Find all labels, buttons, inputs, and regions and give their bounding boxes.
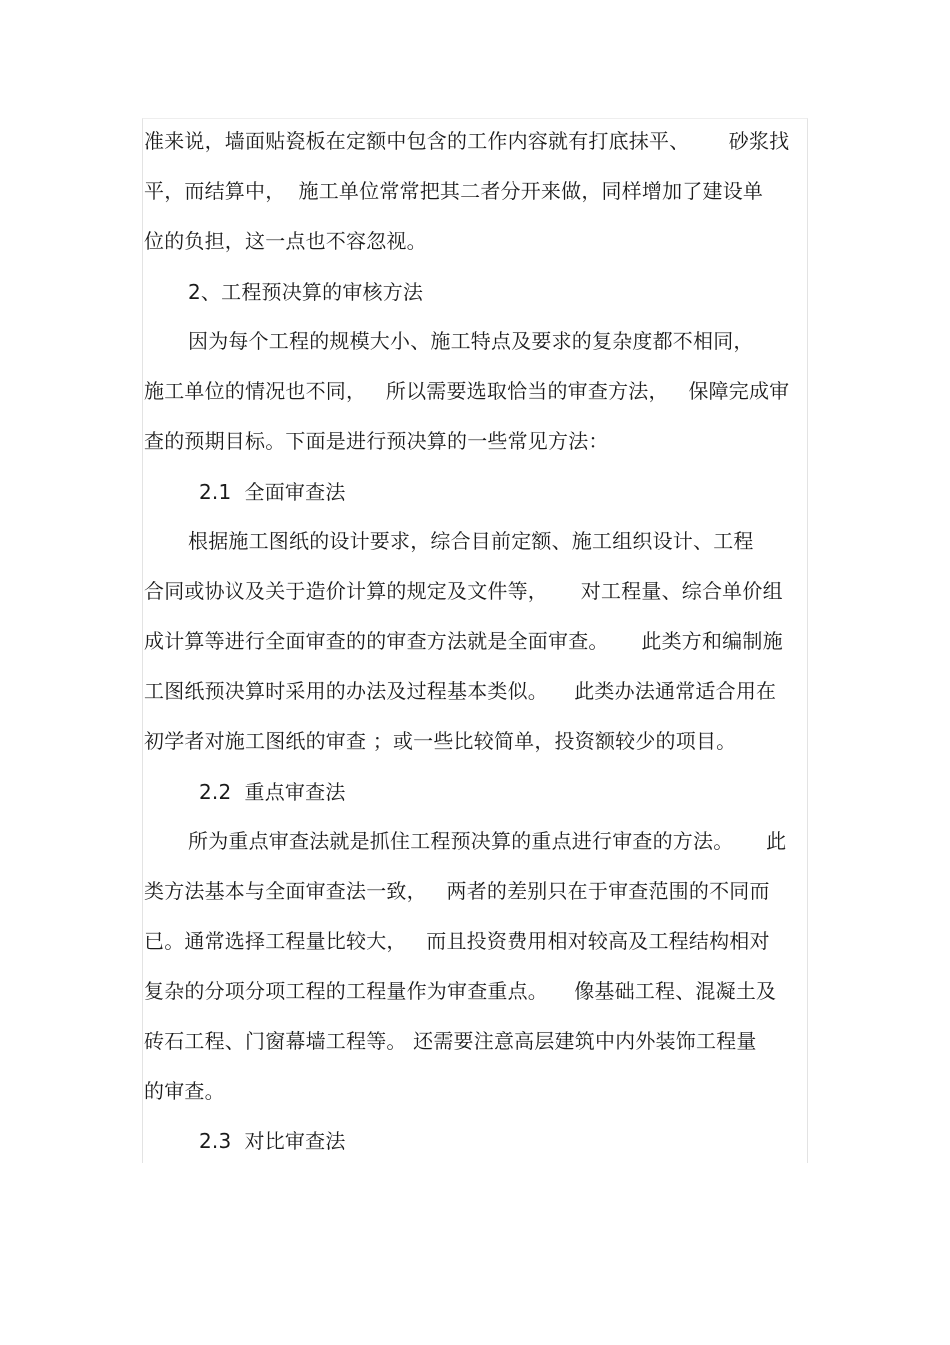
paragraph-first-line: 因为每个工程的规模大小、施工特点及要求的复杂度都不相同， — [188, 329, 754, 353]
body-text-line: 初学者对施工图纸的审查 ；或一些比较简单，投资额较少的项目。 — [144, 729, 737, 753]
body-text-line: 已。通常选择工程量比较大， 而且投资费用相对较高及工程结构相对 — [144, 929, 770, 953]
body-text-line: 类方法基本与全面审查法一致， 两者的差别只在于审查范围的不同而 — [144, 879, 770, 903]
body-text-line: 施工单位的情况也不同， 所以需要选取恰当的审查方法， 保障完成审 — [144, 379, 790, 403]
body-text-line: 复杂的分项分项工程的工程量作为审查重点。 像基础工程、混凝土及 — [144, 979, 777, 1003]
subsection-heading: 2.1 全面审查法 — [199, 480, 346, 504]
body-text-line: 合同或协议及关于造价计算的规定及文件等， 对工程量、综合单价组 — [144, 579, 783, 603]
section-heading: 2、工程预决算的审核方法 — [188, 280, 424, 304]
body-text-line: 位的负担，这一点也不容忽视。 — [144, 229, 427, 253]
body-text-line: 成计算等进行全面审查的的审查方法就是全面审查。 此类方和编制施 — [144, 629, 783, 653]
subsection-heading: 2.3 对比审查法 — [199, 1129, 346, 1153]
body-text-line: 砖石工程、门窗幕墙工程等。 还需要注意高层建筑中内外装饰工程量 — [144, 1029, 757, 1053]
body-text-line: 平，而结算中， 施工单位常常把其二者分开来做，同样增加了建设单 — [144, 179, 764, 203]
body-text-line: 的审查。 — [144, 1079, 225, 1103]
body-text-line: 准来说，墙面贴瓷板在定额中包含的工作内容就有打底抹平、 砂浆找 — [144, 129, 790, 153]
paragraph-first-line: 根据施工图纸的设计要求，综合目前定额、施工组织设计、工程 — [188, 529, 754, 553]
subsection-heading: 2.2 重点审查法 — [199, 780, 346, 804]
body-text-line: 工图纸预决算时采用的办法及过程基本类似。 此类办法通常适合用在 — [144, 679, 777, 703]
paragraph-first-line: 所为重点审查法就是抓住工程预决算的重点进行审查的方法。 此 — [188, 829, 787, 853]
body-text-line: 查的预期目标。下面是进行预决算的一些常见方法： — [144, 429, 609, 453]
